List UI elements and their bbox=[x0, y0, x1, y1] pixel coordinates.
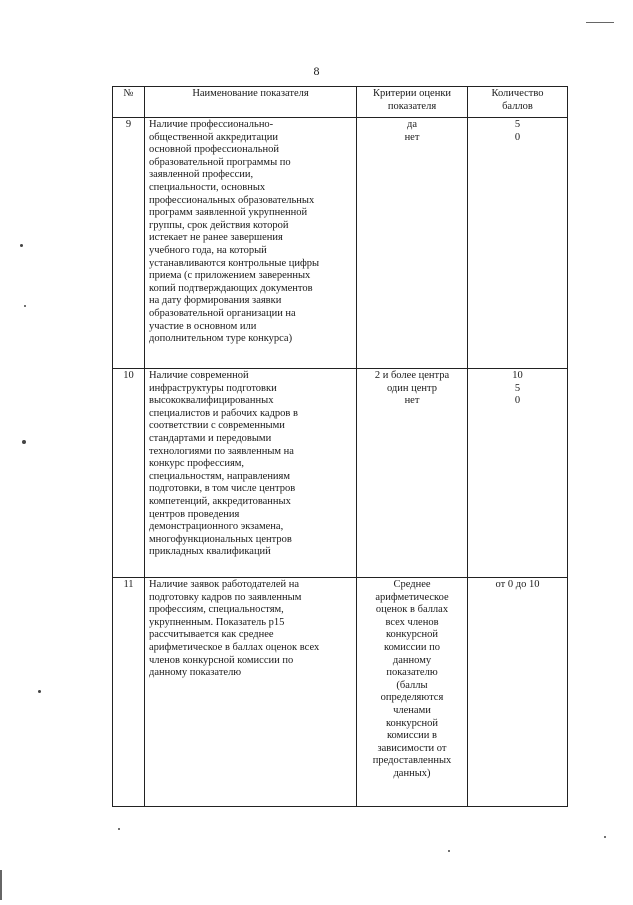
indicator-text-line: образовательной организации на bbox=[149, 307, 296, 319]
criteria-text-line: Среднее bbox=[393, 579, 431, 590]
score-value: 5 bbox=[514, 119, 521, 130]
criteria-text-line: (баллы bbox=[396, 679, 428, 691]
score-value: 5 bbox=[514, 382, 521, 394]
indicator-text-line: копий подтверждающих документов bbox=[149, 282, 313, 294]
scan-speck bbox=[38, 690, 41, 693]
scan-edge-mark bbox=[586, 22, 614, 23]
header-criteria bbox=[357, 87, 468, 118]
header-criteria-line: Критерии оценки bbox=[372, 88, 452, 99]
indicator-text-line: центров проведения bbox=[149, 508, 240, 520]
indicator-text-line: инфраструктуры подготовки bbox=[149, 382, 277, 394]
indicator-text-line: на дату формирования заявки bbox=[149, 295, 282, 307]
indicator-text-line: технологиями по заявленным на bbox=[149, 445, 294, 457]
criteria-cell bbox=[357, 118, 468, 369]
criteria-text-line: данных) bbox=[393, 767, 431, 779]
criteria-text-line: комиссии в bbox=[386, 730, 438, 742]
indicator-text-line: приема (с приложением заверенных bbox=[149, 270, 311, 282]
criteria-cell bbox=[357, 369, 468, 578]
criteria-text-line: данному bbox=[392, 654, 432, 666]
criteria-text-line: определяются bbox=[380, 692, 444, 704]
score-cell bbox=[468, 578, 568, 807]
indicator-text-line: прикладных квалификаций bbox=[149, 546, 271, 558]
indicator-text-line: членов конкурсной комиссии по bbox=[149, 654, 294, 666]
indicator-text-line: участие в основном или bbox=[149, 320, 257, 332]
indicator-name-cell bbox=[145, 369, 357, 578]
criteria-text-line: комиссии по bbox=[384, 641, 440, 653]
header-score-line: баллов bbox=[502, 100, 533, 112]
indicator-text-line: Наличие профессионально- bbox=[149, 119, 274, 130]
criteria-text-line: арифметическое bbox=[375, 591, 449, 603]
table-row bbox=[113, 118, 568, 369]
indicator-text-line: программ заявленной укрупненной bbox=[149, 207, 308, 219]
indicator-text-line: конкурс профессиям, bbox=[149, 458, 245, 470]
header-indicator-name: Наименование показателя bbox=[145, 87, 357, 118]
indicator-text-line: подготовки, в том числе центров bbox=[149, 483, 296, 495]
row-number: 9 bbox=[113, 118, 145, 369]
indicator-text-line: образовательной программы по bbox=[149, 156, 291, 168]
indicator-text-line: специальностям, направлениям bbox=[149, 470, 291, 482]
header-number: № bbox=[113, 87, 145, 118]
indicator-text-line: специалистов и рабочих кадров в bbox=[149, 407, 298, 419]
score-value: 0 bbox=[514, 131, 521, 143]
indicator-text-line: профессиональных образовательных bbox=[149, 194, 315, 206]
indicator-text-line: группы, срок действия которой bbox=[149, 219, 289, 231]
row-number: 10 bbox=[113, 369, 145, 578]
criteria-option: да bbox=[406, 119, 417, 130]
indicator-text-line: демонстрационного экзамена, bbox=[149, 521, 284, 533]
indicator-text-line: специальности, основных bbox=[149, 181, 266, 193]
indicator-text-line: соответствии с современными bbox=[149, 420, 285, 432]
indicator-text-line: стандартами и передовыми bbox=[149, 432, 272, 444]
indicator-text-line: истекает не ранее завершения bbox=[149, 232, 283, 244]
indicator-text-line: учебного года, на который bbox=[149, 244, 267, 256]
scan-speck bbox=[604, 836, 606, 838]
criteria-text-line: всех членов bbox=[385, 616, 439, 628]
criteria-option: один центр bbox=[386, 382, 438, 394]
indicator-name-cell bbox=[145, 578, 357, 807]
criteria-option: нет bbox=[404, 395, 420, 407]
score-cell bbox=[468, 118, 568, 369]
indicator-text-line: арифметическое в баллах оценок всех bbox=[149, 641, 320, 653]
criteria-text-line: конкурсной bbox=[385, 629, 439, 641]
score-value: 10 bbox=[512, 370, 523, 381]
criteria-option: 2 и более центра bbox=[374, 370, 450, 381]
indicator-name-cell bbox=[145, 118, 357, 369]
indicator-text-line: Наличие современной bbox=[149, 370, 249, 381]
criteria-text-line: показателю bbox=[386, 667, 438, 679]
indicator-text-line: заявленной профессии, bbox=[149, 169, 254, 181]
scan-speck bbox=[20, 244, 23, 247]
table-row bbox=[113, 369, 568, 578]
score-value: 0 bbox=[514, 395, 521, 407]
indicator-text-line: дополнительном туре конкурса) bbox=[149, 333, 293, 345]
score-value: от 0 до 10 bbox=[495, 579, 540, 590]
table-row bbox=[113, 578, 568, 807]
table-header-row bbox=[113, 87, 568, 118]
scan-edge-mark bbox=[0, 870, 2, 900]
page-number: 8 bbox=[313, 64, 320, 78]
criteria-text-line: конкурсной bbox=[385, 717, 439, 729]
score-cell bbox=[468, 369, 568, 578]
criteria-text-line: членами bbox=[393, 704, 431, 716]
scan-speck bbox=[22, 440, 26, 444]
header-criteria-line: показателя bbox=[387, 100, 437, 112]
indicator-text-line: профессиям, специальностям, bbox=[149, 604, 284, 616]
indicator-text-line: высококвалифицированных bbox=[149, 395, 274, 407]
indicator-text-line: рассчитывается как среднее bbox=[149, 629, 274, 641]
indicator-text-line: данному показателю bbox=[149, 667, 242, 679]
row-number: 11 bbox=[113, 578, 145, 807]
indicator-text-line: подготовку кадров по заявленным bbox=[149, 591, 302, 603]
indicator-text-line: основной профессиональной bbox=[149, 144, 280, 156]
scan-speck bbox=[24, 305, 26, 307]
indicator-text-line: устанавливаются контрольные цифры bbox=[149, 257, 320, 269]
indicator-text-line: Наличие заявок работодателей на bbox=[149, 579, 300, 590]
scan-speck bbox=[118, 828, 120, 830]
indicator-text-line: многофункциональных центров bbox=[149, 533, 292, 545]
indicator-text-line: компетенций, аккредитованных bbox=[149, 495, 291, 507]
criteria-text-line: зависимости от bbox=[377, 742, 447, 754]
criteria-option: нет bbox=[404, 131, 420, 143]
criteria-table bbox=[112, 86, 568, 807]
criteria-text-line: предоставленных bbox=[372, 755, 452, 767]
criteria-cell bbox=[357, 578, 468, 807]
scan-speck bbox=[448, 850, 450, 852]
indicator-text-line: укрупненным. Показатель p15 bbox=[149, 616, 285, 628]
header-score-line: Количество bbox=[491, 88, 544, 99]
indicator-text-line: общественной аккредитации bbox=[149, 131, 278, 143]
header-score bbox=[468, 87, 568, 118]
criteria-text-line: оценок в баллах bbox=[375, 604, 449, 616]
